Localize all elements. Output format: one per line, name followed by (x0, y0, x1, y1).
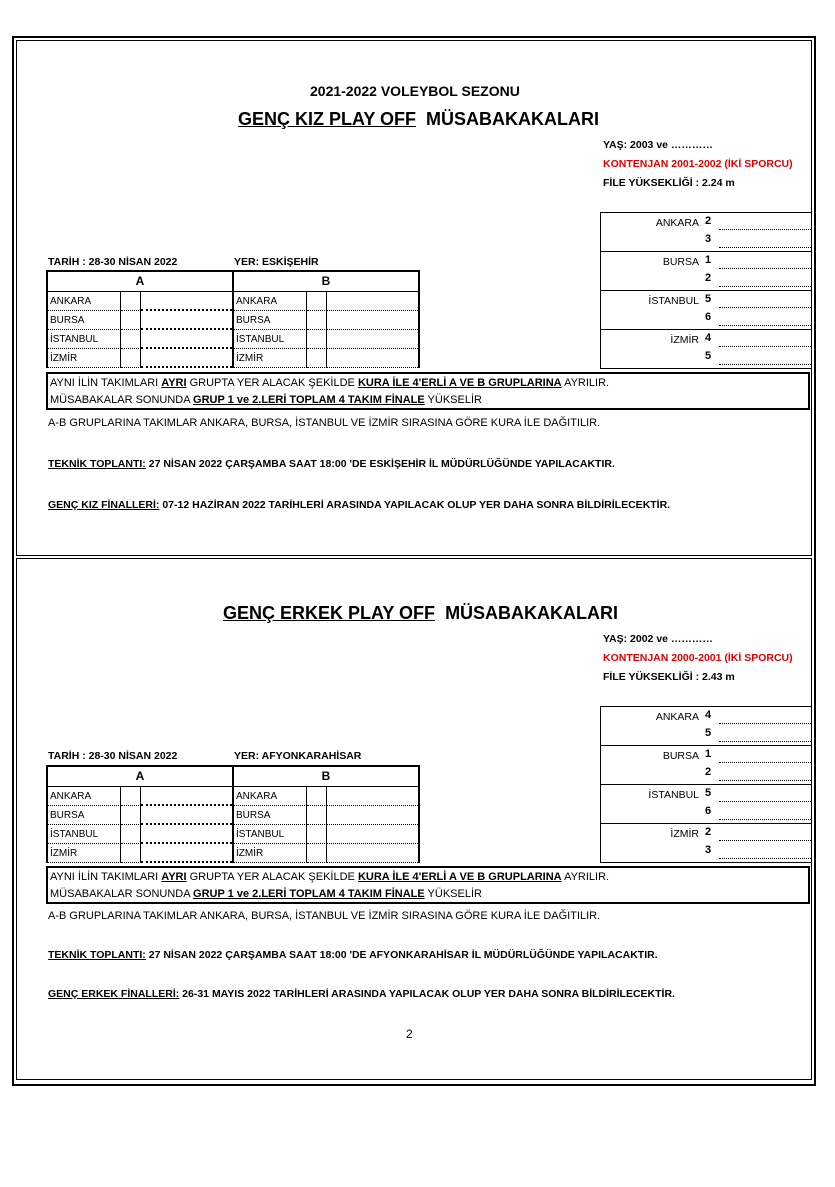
group-box (307, 825, 327, 844)
group-city: ANKARA (234, 292, 307, 311)
fill-line (327, 787, 418, 806)
group-box (307, 292, 327, 311)
note-emph: GRUP 1 ve 2.LERİ TOPLAM 4 TAKIM FİNALE (193, 394, 425, 406)
group-city: ANKARA (48, 292, 121, 311)
fill-line (719, 286, 811, 287)
group-city: BURSA (48, 311, 121, 330)
fill-line (719, 325, 811, 326)
age-info: YAŞ: 2003 ve ………… (603, 139, 713, 151)
net-height: FİLE YÜKSEKLİĞİ : 2.43 m (603, 671, 735, 683)
group-city: ANKARA (234, 787, 307, 806)
side-table (600, 212, 812, 369)
note-text: AYRILIR. (561, 377, 610, 389)
group-b-cell (234, 292, 418, 311)
fill-line (719, 840, 811, 841)
group-box (121, 292, 141, 311)
group-box (121, 825, 141, 844)
fill-line (141, 825, 232, 844)
fill-line (141, 844, 232, 863)
season-title: 2021-2022 VOLEYBOL SEZONU (310, 83, 520, 99)
fill-line (141, 311, 232, 330)
side-number: 5 (705, 727, 712, 739)
side-number: 3 (705, 233, 712, 245)
meeting-text: 27 NİSAN 2022 ÇARŞAMBA SAAT 18:00 'DE AFYONKARAHİSAR İL MÜDÜRLÜĞÜNDE YAPILACAKTIR. (145, 949, 658, 961)
side-number: 4 (705, 332, 712, 344)
group-b-header: B (321, 769, 331, 783)
finals-text: 26-31 MAYIS 2022 TARİHLERİ ARASINDA YAPILACAK OLUP YER DAHA SONRA BİLDİRİLECEKTİR. (179, 988, 675, 1000)
group-b-cell (234, 330, 418, 349)
group-row (48, 844, 418, 863)
fill-line (719, 741, 811, 742)
note-box (46, 372, 810, 410)
quota-info: KONTENJAN 2001-2002 (İKİ SPORCU) (603, 158, 793, 170)
section-title-boys (223, 603, 618, 624)
side-number: 5 (705, 293, 712, 305)
note-emph: KURA İLE 4'ERLİ A VE B GRUPLARINA (357, 871, 562, 883)
group-city: İZMİR (234, 349, 307, 368)
fill-line (719, 801, 811, 802)
side-number: 6 (705, 805, 712, 817)
page-number: 2 (406, 1027, 413, 1041)
fill-line (719, 819, 811, 820)
group-row (48, 292, 418, 311)
group-box (121, 806, 141, 825)
group-b-header: B (321, 274, 331, 288)
group-city: İSTANBUL (48, 330, 121, 349)
fill-line (327, 330, 418, 349)
group-row (48, 330, 418, 349)
fill-line (141, 349, 232, 368)
side-city: BURSA (662, 256, 699, 268)
note-box (46, 866, 810, 904)
note-text: MÜSABAKALAR SONUNDA (50, 888, 194, 900)
group-b-cell (234, 825, 418, 844)
side-number: 3 (705, 844, 712, 856)
fill-line (719, 858, 811, 859)
title-underlined: GENÇ ERKEK PLAY OFF (223, 603, 436, 623)
group-box (307, 349, 327, 368)
group-city: İZMİR (234, 844, 307, 863)
group-b-cell (234, 349, 418, 368)
group-a-cell (48, 292, 234, 311)
group-row (48, 311, 418, 330)
group-city: İSTANBUL (234, 825, 307, 844)
group-city: İSTANBUL (48, 825, 121, 844)
side-table-group (601, 707, 811, 746)
group-a-header: A (48, 272, 234, 291)
net-height: FİLE YÜKSEKLİĞİ : 2.24 m (603, 177, 735, 189)
side-number: 2 (705, 215, 712, 227)
group-city: İZMİR (48, 844, 121, 863)
fill-line (719, 762, 811, 763)
group-b-cell (234, 311, 418, 330)
note-text: AYRILIR. (561, 871, 610, 883)
group-row (48, 825, 418, 844)
fill-line (719, 346, 811, 347)
meeting-info (48, 458, 615, 470)
side-city: ANKARA (655, 217, 699, 229)
group-a-header: A (48, 767, 234, 786)
fill-line (719, 307, 811, 308)
group-box (307, 330, 327, 349)
finals-info (48, 988, 675, 1000)
fill-line (141, 787, 232, 806)
fill-line (327, 292, 418, 311)
group-row (48, 349, 418, 368)
group-a-cell (48, 330, 234, 349)
side-table-group (601, 291, 811, 330)
meeting-label: TEKNİK TOPLANTI: (48, 949, 146, 961)
side-number: 6 (705, 311, 712, 323)
fill-line (719, 723, 811, 724)
group-city: BURSA (234, 806, 307, 825)
fill-line (327, 825, 418, 844)
side-number: 4 (705, 709, 712, 721)
group-box (121, 349, 141, 368)
date-label: TARİH : 28-30 NİSAN 2022 (48, 256, 178, 268)
note-text: YÜKSELİR (424, 888, 482, 900)
finals-label: GENÇ KIZ FİNALLERİ: (48, 499, 160, 511)
group-a-cell (48, 806, 234, 825)
side-table-group (601, 330, 811, 369)
age-info: YAŞ: 2002 ve ………… (603, 633, 713, 645)
group-city: ANKARA (48, 787, 121, 806)
side-table-group (601, 746, 811, 785)
group-box (121, 844, 141, 863)
group-city: İZMİR (48, 349, 121, 368)
side-number: 5 (705, 787, 712, 799)
group-box (121, 787, 141, 806)
side-city: BURSA (662, 750, 699, 762)
group-box (307, 787, 327, 806)
note-text: AYNI İLİN TAKIMLARI (50, 871, 162, 883)
note-text: YÜKSELİR (424, 394, 482, 406)
group-row (48, 806, 418, 825)
side-number: 1 (705, 254, 712, 266)
group-box (307, 806, 327, 825)
note-emph: KURA İLE 4'ERLİ A VE B GRUPLARINA (357, 377, 562, 389)
finals-label: GENÇ ERKEK FİNALLERİ: (48, 988, 180, 1000)
fill-line (719, 229, 811, 230)
draw-note: A-B GRUPLARINA TAKIMLAR ANKARA, BURSA, İSTANBUL VE İZMİR SIRASINA GÖRE KURA İLE DAĞITILIR. (48, 417, 601, 429)
fill-line (141, 330, 232, 349)
date-label: TARİH : 28-30 NİSAN 2022 (48, 750, 178, 762)
fill-line (719, 364, 811, 365)
note-emph: GRUP 1 ve 2.LERİ TOPLAM 4 TAKIM FİNALE (193, 888, 425, 900)
side-number: 5 (705, 350, 712, 362)
section-title-girls (238, 109, 599, 130)
note-line-1 (50, 377, 609, 389)
side-number: 2 (705, 272, 712, 284)
title-underlined: GENÇ KIZ PLAY OFF (238, 109, 417, 129)
side-city: ANKARA (655, 711, 699, 723)
group-a-cell (48, 844, 234, 863)
title-rest: MÜSABAKAKALARI (426, 109, 600, 129)
group-a-cell (48, 825, 234, 844)
side-table-group (601, 252, 811, 291)
note-text: AYNI İLİN TAKIMLARI (50, 377, 162, 389)
group-city: BURSA (234, 311, 307, 330)
side-city: İZMİR (670, 828, 699, 840)
fill-line (327, 311, 418, 330)
quota-info: KONTENJAN 2000-2001 (İKİ SPORCU) (603, 652, 793, 664)
fill-line (141, 806, 232, 825)
title-rest: MÜSABAKAKALARI (445, 603, 619, 623)
venue-label: YER: ESKİŞEHİR (234, 256, 319, 268)
meeting-text: 27 NİSAN 2022 ÇARŞAMBA SAAT 18:00 'DE ESKİŞEHİR İL MÜDÜRLÜĞÜNDE YAPILACAKTIR. (145, 458, 615, 470)
side-city: İSTANBUL (648, 295, 699, 307)
fill-line (719, 247, 811, 248)
fill-line (327, 349, 418, 368)
group-table (46, 270, 420, 368)
draw-note: A-B GRUPLARINA TAKIMLAR ANKARA, BURSA, İSTANBUL VE İZMİR SIRASINA GÖRE KURA İLE DAĞITILIR. (48, 910, 601, 922)
group-a-cell (48, 311, 234, 330)
note-line-2 (50, 888, 482, 900)
fill-line (327, 844, 418, 863)
side-number: 2 (705, 826, 712, 838)
fill-line (327, 806, 418, 825)
note-line-1 (50, 871, 609, 883)
group-box (121, 330, 141, 349)
finals-info (48, 499, 670, 511)
group-city: BURSA (48, 806, 121, 825)
note-text: MÜSABAKALAR SONUNDA (50, 394, 194, 406)
fill-line (719, 780, 811, 781)
note-emph: AYRI (161, 871, 187, 883)
group-row (48, 787, 418, 806)
side-number: 2 (705, 766, 712, 778)
fill-line (141, 292, 232, 311)
group-box (121, 311, 141, 330)
group-a-cell (48, 787, 234, 806)
group-box (307, 311, 327, 330)
venue-label: YER: AFYONKARAHİSAR (234, 750, 362, 762)
side-city: İZMİR (670, 334, 699, 346)
fill-line (719, 268, 811, 269)
group-b-cell (234, 844, 418, 863)
meeting-label: TEKNİK TOPLANTI: (48, 458, 146, 470)
side-number: 1 (705, 748, 712, 760)
side-table (600, 706, 812, 863)
group-b-cell (234, 787, 418, 806)
side-city: İSTANBUL (648, 789, 699, 801)
side-table-group (601, 213, 811, 252)
note-emph: AYRI (161, 377, 187, 389)
side-table-group (601, 824, 811, 863)
meeting-info (48, 949, 658, 961)
note-text: GRUPTA YER ALACAK ŞEKİLDE (186, 377, 358, 389)
note-line-2 (50, 394, 482, 406)
finals-text: 07-12 HAZİRAN 2022 TARİHLERİ ARASINDA YAPILACAK OLUP YER DAHA SONRA BİLDİRİLECEKTİR. (159, 499, 671, 511)
side-table-group (601, 785, 811, 824)
group-city: İSTANBUL (234, 330, 307, 349)
group-table (46, 765, 420, 863)
group-b-cell (234, 806, 418, 825)
note-text: GRUPTA YER ALACAK ŞEKİLDE (186, 871, 358, 883)
group-a-cell (48, 349, 234, 368)
group-box (307, 844, 327, 863)
